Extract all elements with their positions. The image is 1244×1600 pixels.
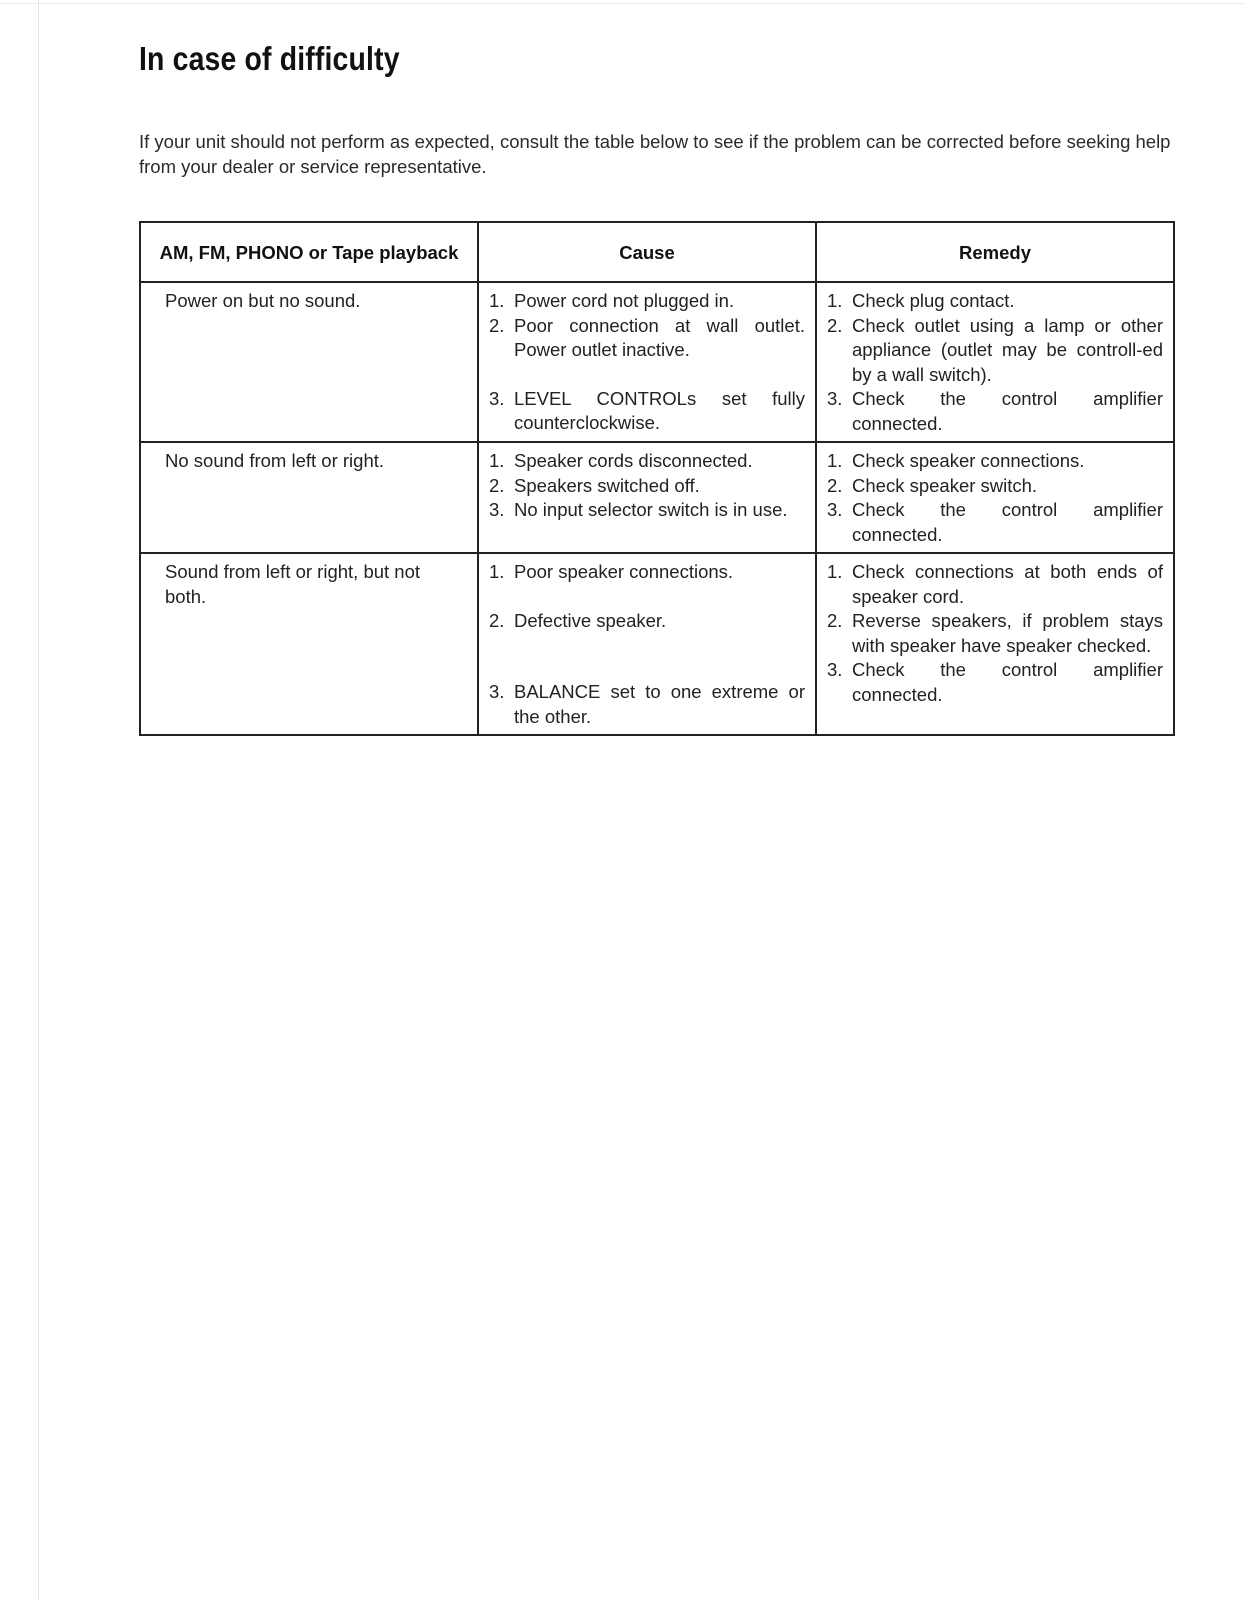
item-number: 2. xyxy=(827,314,843,336)
cause-list xyxy=(489,560,805,729)
item-text: Poor connection at wall outlet. Power outlet inactive. xyxy=(514,314,805,360)
page-title: In case of difficulty xyxy=(139,40,400,77)
list-item xyxy=(827,449,1163,474)
scan-top-edge xyxy=(0,3,1244,4)
item-number: 1. xyxy=(827,450,843,471)
list-item xyxy=(489,449,805,474)
remedy-cell xyxy=(816,282,1174,442)
list-item xyxy=(827,498,1163,547)
item-text: LEVEL CONTROLs set fully counterclockwise. xyxy=(514,387,805,433)
table-row xyxy=(140,282,1174,442)
list-item xyxy=(489,609,805,634)
item-text: Power cord not plugged in. xyxy=(514,290,735,311)
troubleshooting-table xyxy=(139,221,1175,736)
item-number: 2. xyxy=(489,609,505,631)
item-number: 1. xyxy=(827,290,843,311)
item-text: Check outlet using a lamp or other appliance (outlet may be controll-ed by a wall switch). xyxy=(852,314,1163,385)
item-text: Check the control amplifier connected. xyxy=(852,499,1163,545)
list-item xyxy=(489,289,805,314)
table-row xyxy=(140,553,1174,735)
item-number: 1. xyxy=(489,290,505,311)
list-item xyxy=(827,289,1163,314)
table-row xyxy=(140,442,1174,553)
header-problem: AM, FM, PHONO or Tape playback xyxy=(140,222,478,282)
item-number: 2. xyxy=(489,474,505,496)
item-text: Check plug contact. xyxy=(852,290,1015,311)
item-number: 1. xyxy=(489,561,505,582)
list-item xyxy=(489,314,805,363)
item-number: 3. xyxy=(827,659,843,680)
item-text: Check the control amplifier connected. xyxy=(852,659,1163,705)
intro-paragraph: If your unit should not perform as expected, consult the table below to see if the problem can be corrected before seeking help from your dealer or service representative. xyxy=(139,131,1171,177)
cause-cell xyxy=(478,442,816,553)
remedy-list xyxy=(827,289,1163,436)
list-item xyxy=(489,680,805,729)
list-item xyxy=(489,498,805,523)
item-text: Check speaker switch. xyxy=(852,474,1038,496)
item-number: 3. xyxy=(827,388,843,409)
list-item xyxy=(827,658,1163,707)
item-number: 1. xyxy=(827,561,843,582)
problem-cell: No sound from left or right. xyxy=(140,442,478,553)
item-text: Defective speaker. xyxy=(514,609,667,631)
problem-cell: Sound from left or right, but not both. xyxy=(140,553,478,735)
problem-cell: Power on but no sound. xyxy=(140,282,478,442)
cause-list xyxy=(489,289,805,436)
cause-cell xyxy=(478,282,816,442)
item-number: 2. xyxy=(827,610,843,631)
item-number: 3. xyxy=(489,387,505,409)
item-text: Reverse speakers, if problem stays with speaker have speaker checked. xyxy=(852,610,1163,656)
item-number: 3. xyxy=(827,499,843,520)
item-text: Check speaker connections. xyxy=(852,450,1085,471)
item-text: Poor speaker connections. xyxy=(514,561,734,582)
header-remedy: Remedy xyxy=(816,222,1174,282)
item-text: Check the control amplifier connected. xyxy=(852,388,1163,434)
list-item xyxy=(489,387,805,436)
remedy-cell xyxy=(816,442,1174,553)
table-header-row xyxy=(140,222,1174,282)
cause-list xyxy=(489,449,805,523)
list-item xyxy=(827,560,1163,609)
remedy-list xyxy=(827,560,1163,707)
item-text: Speakers switched off. xyxy=(514,474,700,496)
cause-cell xyxy=(478,553,816,735)
remedy-cell xyxy=(816,553,1174,735)
item-number: 2. xyxy=(827,474,843,496)
item-number: 1. xyxy=(489,450,505,471)
header-cause: Cause xyxy=(478,222,816,282)
item-number: 2. xyxy=(489,314,505,336)
list-item xyxy=(827,609,1163,658)
list-item xyxy=(827,387,1163,436)
item-text: Check connections at both ends of speaker cord. xyxy=(852,561,1163,607)
item-number: 3. xyxy=(489,681,505,702)
scan-left-edge xyxy=(38,0,39,1600)
list-item xyxy=(827,314,1163,388)
item-number: 3. xyxy=(489,499,505,520)
item-text: No input selector switch is in use. xyxy=(514,499,788,520)
item-text: Speaker cords disconnected. xyxy=(514,450,753,471)
list-item xyxy=(489,474,805,499)
item-text: BALANCE set to one extreme or the other. xyxy=(514,681,805,727)
list-item xyxy=(489,560,805,585)
list-item xyxy=(827,474,1163,499)
remedy-list xyxy=(827,449,1163,547)
